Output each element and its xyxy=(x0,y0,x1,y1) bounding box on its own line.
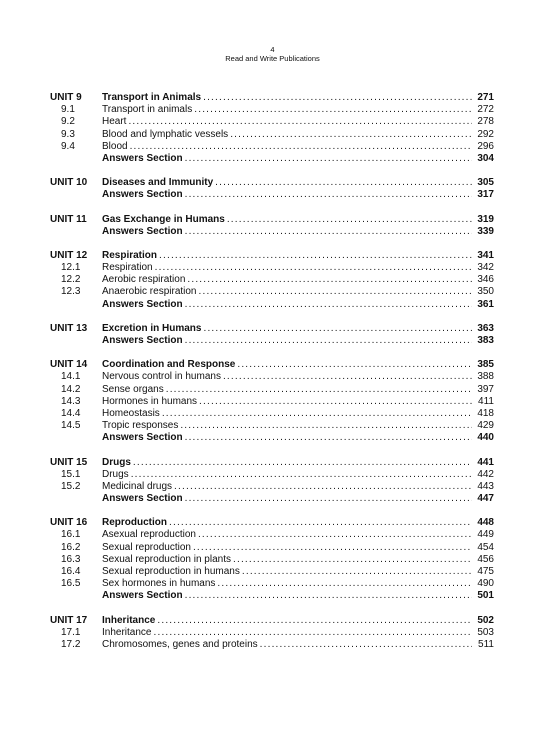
unit-block xyxy=(50,615,494,652)
dot-leader xyxy=(180,420,472,432)
entry-title: Sex hormones in humans xyxy=(102,578,216,590)
entry-number: 14.5 xyxy=(61,420,81,432)
entry-page-number: 292 xyxy=(477,128,494,140)
entry-page-number: 490 xyxy=(477,578,494,590)
entry-page-number: 304 xyxy=(477,152,494,164)
section-row xyxy=(50,371,494,383)
unit-block xyxy=(50,359,494,444)
dot-leader xyxy=(230,129,472,141)
entry-number: 15.2 xyxy=(61,480,81,492)
entry-page-number: 341 xyxy=(477,249,494,261)
entry-title: Coordination and Response xyxy=(102,359,236,371)
entry-title: Answers Section xyxy=(102,493,183,505)
answers-row xyxy=(50,299,494,311)
entry-title: Excretion in Humans xyxy=(102,322,202,334)
dot-leader xyxy=(227,214,472,226)
entry-number: 12.1 xyxy=(61,262,81,274)
unit-block xyxy=(50,250,494,311)
unit-block xyxy=(50,177,494,201)
entry-title: Transport in animals xyxy=(102,104,193,116)
entry-number: 14.1 xyxy=(61,371,81,383)
entry-title: Chromosomes, genes and proteins xyxy=(102,638,258,650)
entry-title: Tropic responses xyxy=(102,420,179,432)
dot-leader xyxy=(198,529,472,541)
entry-number: 16.5 xyxy=(61,578,81,590)
unit-heading-row xyxy=(50,214,494,226)
entry-page-number: 443 xyxy=(477,480,494,492)
entry-title: Answers Section xyxy=(102,298,183,310)
unit-heading-row xyxy=(50,457,494,469)
entry-page-number: 296 xyxy=(477,140,494,152)
entry-number: UNIT 17 xyxy=(50,614,88,626)
unit-block xyxy=(50,323,494,347)
entry-page-number: 339 xyxy=(477,225,494,237)
dot-leader xyxy=(187,274,472,286)
entry-page-number: 317 xyxy=(477,189,494,201)
entry-page-number: 278 xyxy=(477,116,494,128)
entry-number: 16.1 xyxy=(61,529,81,541)
section-row xyxy=(50,554,494,566)
dot-leader xyxy=(199,396,472,408)
answers-row xyxy=(50,226,494,238)
entry-number: 16.4 xyxy=(61,566,81,577)
entry-title: Sexual reproduction in plants xyxy=(102,553,231,565)
entry-page-number: 447 xyxy=(477,493,494,505)
section-row xyxy=(50,274,494,286)
entry-page-number: 271 xyxy=(477,92,494,103)
entry-number: 14.2 xyxy=(61,383,81,395)
entry-number: UNIT 15 xyxy=(50,456,88,468)
entry-page-number: 448 xyxy=(477,517,494,529)
section-row xyxy=(50,116,494,128)
entry-title: Reproduction xyxy=(102,517,167,529)
entry-page-number: 503 xyxy=(477,626,494,638)
entry-title: Answers Section xyxy=(102,152,183,164)
unit-block xyxy=(50,457,494,506)
dot-leader xyxy=(128,116,472,128)
dot-leader xyxy=(166,384,472,396)
answers-row xyxy=(50,432,494,444)
section-row xyxy=(50,141,494,153)
entry-page-number: 429 xyxy=(477,420,494,432)
entry-title: Sexual reproduction xyxy=(102,541,191,553)
entry-page-number: 305 xyxy=(477,177,494,189)
dot-leader xyxy=(185,226,472,238)
entry-title: Answers Section xyxy=(102,189,183,201)
dot-leader xyxy=(223,371,472,383)
dot-leader xyxy=(185,153,472,165)
entry-number: 16.2 xyxy=(61,541,81,553)
section-row xyxy=(50,384,494,396)
entry-number: 17.1 xyxy=(61,626,81,638)
section-row xyxy=(50,529,494,541)
entry-number: UNIT 11 xyxy=(50,213,87,225)
entry-title: Nervous control in humans xyxy=(102,371,221,383)
entry-number: UNIT 13 xyxy=(50,322,88,334)
dot-leader xyxy=(130,141,472,153)
entry-page-number: 475 xyxy=(477,566,494,577)
answers-row xyxy=(50,153,494,165)
dot-leader xyxy=(133,457,472,469)
entry-page-number: 440 xyxy=(477,432,494,444)
dot-leader xyxy=(185,432,472,444)
section-row xyxy=(50,408,494,420)
entry-page-number: 501 xyxy=(477,590,494,602)
dot-leader xyxy=(157,615,472,627)
dot-leader xyxy=(215,177,472,189)
entry-title: Asexual reproduction xyxy=(102,529,196,541)
answers-row xyxy=(50,590,494,602)
entry-page-number: 350 xyxy=(477,286,494,298)
entry-title: Blood and lymphatic vessels xyxy=(102,128,229,140)
entry-title: Hormones in humans xyxy=(102,395,198,407)
dot-leader xyxy=(185,335,472,347)
entry-page-number: 511 xyxy=(478,638,494,650)
table-of-contents xyxy=(50,92,494,663)
unit-block xyxy=(50,517,494,602)
entry-title: Drugs xyxy=(102,468,129,480)
unit-heading-row xyxy=(50,250,494,262)
entry-number: 9.4 xyxy=(61,140,75,152)
entry-number: 12.3 xyxy=(61,286,81,298)
dot-leader xyxy=(162,408,472,420)
unit-heading-row xyxy=(50,92,494,104)
entry-title: Homeostasis xyxy=(102,407,160,419)
entry-title: Respiration xyxy=(102,249,158,261)
entry-title: Inheritance xyxy=(102,626,152,638)
dot-leader xyxy=(174,481,472,493)
entry-number: UNIT 12 xyxy=(50,249,88,261)
entry-title: Drugs xyxy=(102,456,131,468)
entry-title: Respiration xyxy=(102,262,153,274)
section-row xyxy=(50,104,494,116)
entry-title: Inheritance xyxy=(102,614,156,626)
entry-page-number: 502 xyxy=(477,614,494,626)
section-row xyxy=(50,286,494,298)
entry-page-number: 272 xyxy=(477,104,494,116)
entry-page-number: 388 xyxy=(477,371,494,383)
dot-leader xyxy=(185,493,472,505)
publisher-name: Read and Write Publications xyxy=(225,54,320,63)
dot-leader xyxy=(155,262,472,274)
entry-number: UNIT 9 xyxy=(50,92,82,103)
answers-row xyxy=(50,335,494,347)
dot-leader xyxy=(169,517,472,529)
page-number: 4 xyxy=(270,45,275,54)
dot-leader xyxy=(194,104,472,116)
entry-number: 14.3 xyxy=(61,395,81,407)
entry-page-number: 342 xyxy=(477,262,494,274)
entry-title: Blood xyxy=(102,140,128,152)
entry-page-number: 383 xyxy=(477,335,494,346)
entry-page-number: 363 xyxy=(477,322,494,334)
entry-title: Answers Section xyxy=(102,225,183,237)
unit-heading-row xyxy=(50,615,494,627)
entry-page-number: 397 xyxy=(477,383,494,395)
entry-page-number: 454 xyxy=(477,541,494,553)
section-row xyxy=(50,542,494,554)
entry-number: UNIT 10 xyxy=(50,177,88,189)
entry-title: Heart xyxy=(102,116,127,128)
entry-title: Diseases and Immunity xyxy=(102,177,214,189)
entry-title: Sexual reproduction in humans xyxy=(102,566,240,577)
section-row xyxy=(50,481,494,493)
unit-heading-row xyxy=(50,323,494,335)
section-row xyxy=(50,129,494,141)
entry-page-number: 361 xyxy=(477,298,494,310)
entry-page-number: 442 xyxy=(477,468,494,480)
dot-leader xyxy=(217,578,472,590)
unit-heading-row xyxy=(50,359,494,371)
section-row xyxy=(50,420,494,432)
entry-page-number: 418 xyxy=(477,407,494,419)
entry-page-number: 449 xyxy=(477,529,494,541)
dot-leader xyxy=(203,92,472,104)
dot-leader xyxy=(131,469,472,481)
entry-page-number: 319 xyxy=(477,213,494,225)
dot-leader xyxy=(242,566,472,578)
dot-leader xyxy=(260,639,472,651)
entry-number: 17.2 xyxy=(61,638,81,650)
dot-leader xyxy=(159,250,472,262)
answers-row xyxy=(50,493,494,505)
section-row xyxy=(50,262,494,274)
entry-number: UNIT 14 xyxy=(50,359,88,371)
unit-heading-row xyxy=(50,177,494,189)
dot-leader xyxy=(233,554,472,566)
entry-title: Answers Section xyxy=(102,335,183,346)
section-row xyxy=(50,578,494,590)
dot-leader xyxy=(193,542,472,554)
dot-leader xyxy=(185,189,472,201)
unit-heading-row xyxy=(50,517,494,529)
dot-leader xyxy=(199,286,473,298)
dot-leader xyxy=(185,299,472,311)
entry-number: 15.1 xyxy=(61,468,81,480)
entry-number: 9.1 xyxy=(61,104,75,116)
entry-number: 14.4 xyxy=(61,407,81,419)
entry-title: Answers Section xyxy=(102,432,183,444)
section-row xyxy=(50,627,494,639)
dot-leader xyxy=(203,323,472,335)
entry-title: Anaerobic respiration xyxy=(102,286,197,298)
page-header xyxy=(0,45,545,63)
section-row xyxy=(50,639,494,651)
entry-page-number: 456 xyxy=(477,553,494,565)
entry-number: 9.2 xyxy=(61,116,75,128)
entry-number: UNIT 16 xyxy=(50,517,88,529)
unit-block xyxy=(50,92,494,165)
dot-leader xyxy=(153,627,472,639)
dot-leader xyxy=(185,590,472,602)
section-row xyxy=(50,396,494,408)
answers-row xyxy=(50,189,494,201)
dot-leader xyxy=(237,359,472,371)
entry-title: Transport in Animals xyxy=(102,92,202,103)
unit-block xyxy=(50,214,494,238)
section-row xyxy=(50,566,494,578)
entry-number: 12.2 xyxy=(61,274,81,286)
entry-title: Medicinal drugs xyxy=(102,480,173,492)
entry-title: Answers Section xyxy=(102,590,183,602)
entry-title: Sense organs xyxy=(102,383,164,395)
section-row xyxy=(50,469,494,481)
entry-title: Aerobic respiration xyxy=(102,274,186,286)
entry-number: 16.3 xyxy=(61,553,81,565)
entry-page-number: 411 xyxy=(478,395,494,407)
entry-page-number: 441 xyxy=(477,456,494,468)
entry-page-number: 385 xyxy=(477,359,494,371)
entry-number: 9.3 xyxy=(61,128,75,140)
entry-page-number: 346 xyxy=(477,274,494,286)
entry-title: Gas Exchange in Humans xyxy=(102,213,225,225)
